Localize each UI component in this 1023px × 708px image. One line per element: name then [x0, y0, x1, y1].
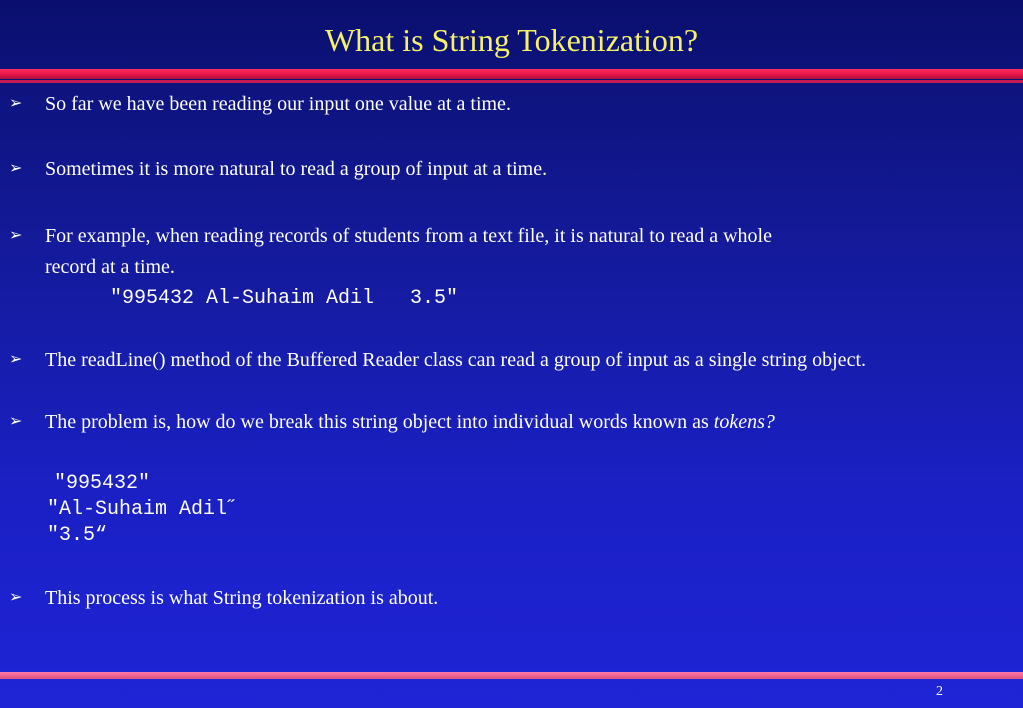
bullet-5	[45, 407, 775, 437]
bullet-arrow-icon: ➢	[9, 95, 23, 112]
bullet-4: The readLine() method of the Buffered Reader class can read a group of input as a single string object.	[45, 349, 866, 371]
token-3: "3.5“	[47, 524, 108, 547]
token-2: "Al-Suhaim Adil˝	[47, 498, 240, 521]
slide-title: What is String Tokenization?	[324, 22, 699, 58]
bullet-1: So far we have been reading our input one value at a time.	[45, 93, 511, 115]
footer-divider-bar	[0, 672, 1023, 679]
bullet-arrow-icon: ➢	[9, 413, 23, 430]
bullet-3-line1: For example, when reading records of students from a text file, it is natural to read a whole	[45, 225, 772, 247]
bullet-arrow-icon: ➢	[9, 351, 23, 368]
title-divider-line	[0, 80, 1023, 83]
bullet-2: Sometimes it is more natural to read a group of input at a time.	[45, 158, 548, 180]
bullet-5-text: The problem is, how do we break this string object into individual words known as	[45, 411, 714, 433]
bullet-3-line2: record at a time.	[45, 256, 175, 278]
page-number: 2	[936, 684, 943, 699]
bullet-arrow-icon: ➢	[9, 160, 23, 177]
bullet-arrow-icon: ➢	[9, 589, 23, 606]
bullet-6: This process is what String tokenization is about.	[45, 587, 439, 609]
title-divider-bar	[0, 69, 1023, 79]
token-1: "995432"	[54, 472, 151, 495]
example-record: "995432 Al-Suhaim Adil 3.5"	[110, 287, 459, 310]
bullet-arrow-icon: ➢	[9, 227, 23, 244]
tokens-term: tokens?	[713, 411, 775, 433]
